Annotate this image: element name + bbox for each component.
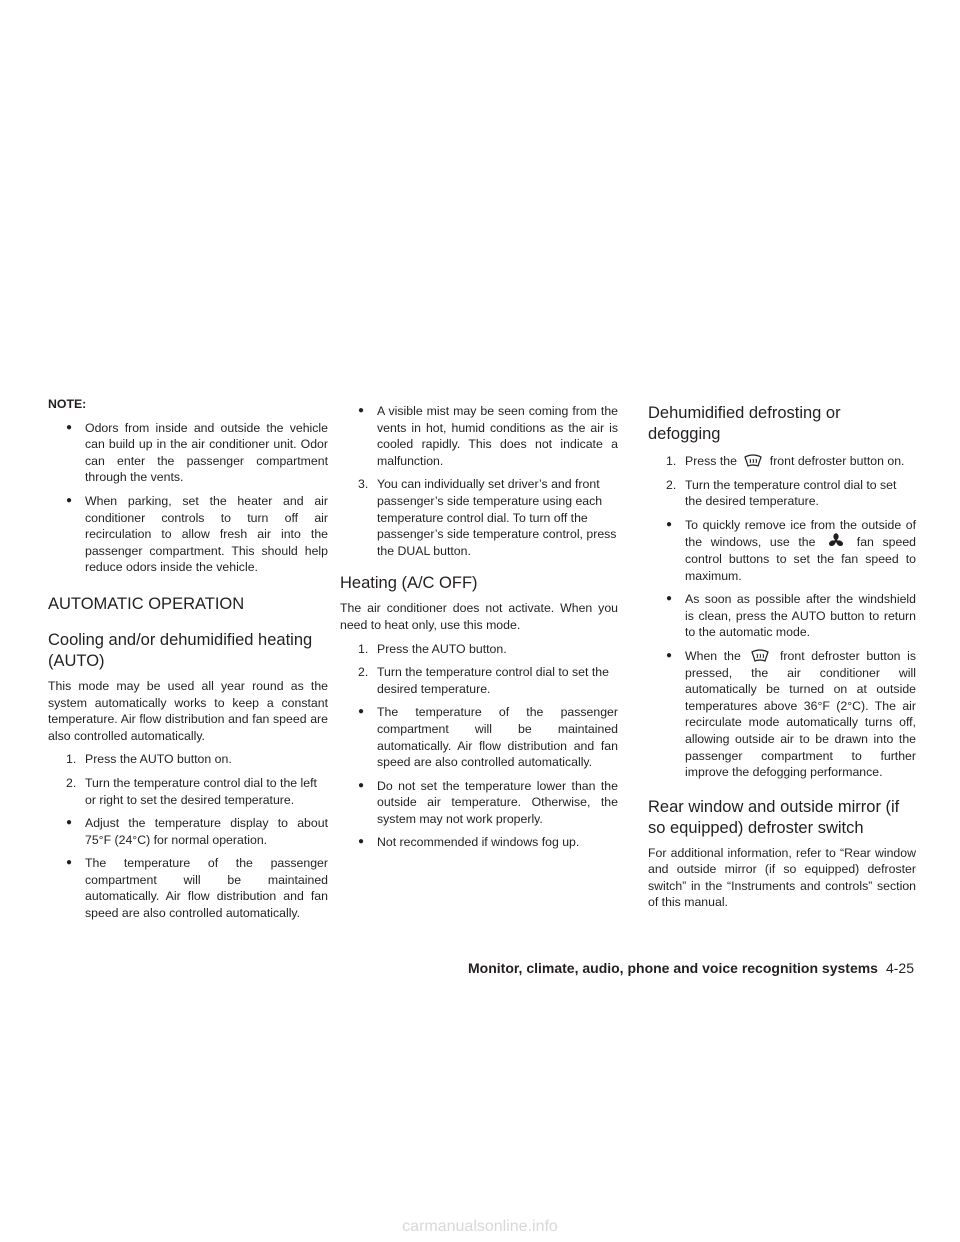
footer-section-title: Monitor, climate, audio, phone and voice recognition systems — [468, 960, 878, 976]
column-2 — [340, 403, 618, 851]
section-heading: AUTOMATIC OPERATION — [48, 594, 245, 613]
step-text: Turn the temperature control dial to set the desired temperature. — [685, 477, 897, 509]
step-number: 3. — [358, 477, 369, 492]
defrost-bullet-1 — [648, 517, 916, 584]
heating-step-1 — [340, 641, 618, 658]
note-bullet-1: ● Odors from inside and outside the vehicle can build up in the air conditioner unit. Odor can enter the passenger compartment through the vents. — [48, 420, 328, 486]
step-number: 2. — [666, 477, 677, 492]
step-text: Press the AUTO button on. — [85, 752, 232, 767]
heading-defrost: Dehumidified defrosting or defogging — [648, 404, 841, 443]
column-1 — [48, 396, 328, 922]
defrost-step-1 — [648, 453, 916, 470]
step-number: 1. — [358, 641, 369, 656]
watermark: carmanualsonline.info — [402, 1218, 558, 1235]
sub-heading-auto: Cooling and/or dehumidified heating (AUTO) — [48, 630, 313, 670]
front-defroster-icon — [751, 649, 769, 663]
step-text: Turn the temperature control dial to the left or right to set the desired temperature. — [85, 775, 317, 807]
bullet-text-post: fan speed control buttons to set the fan speed to maximum. — [685, 535, 917, 583]
rear-defroster-para: For additional information, refer to “Rear window and outside mirror (if so equipped) defroster switch” in the “Instruments and controls” section of this manual. — [648, 845, 916, 910]
defrost-bullet-2: ● As soon as possible after the windshield is clean, press the AUTO button to return to the automatic mode. — [648, 591, 916, 641]
step-number: 1. — [66, 752, 77, 767]
heating-bullet-1: ● The temperature of the passenger compartment will be maintained automatically. Air flow distribution and fan speed are also controlled automatically. — [340, 704, 618, 770]
fan-icon — [828, 533, 844, 549]
step-text: Press the AUTO button. — [377, 641, 507, 656]
bullet-text-pre: When the — [685, 648, 741, 663]
step-text-post: front defroster button on. — [769, 454, 905, 468]
auto-intro: This mode may be used all year round as the system automatically works to keep a constant temperature. Air flow distribution and fan speed are also controlled automatically. — [48, 678, 328, 743]
step-number: 2. — [66, 775, 77, 790]
bullet-text-post: front defroster button is pressed, the air conditioner will automatically be turned on at outside temperatures above 36°F (2°C). The air recirculate mode automatically turns off, allowing outside air to be drawn into the passenger compartment to further improve the defogging performance. — [685, 648, 916, 780]
step-number: 2. — [358, 665, 369, 680]
step-text-pre: Press the — [685, 454, 737, 468]
note-label: NOTE: — [48, 397, 87, 411]
defrost-bullet-3 — [648, 648, 916, 781]
heading-heating: Heating (A/C OFF) — [340, 574, 478, 593]
front-defroster-icon — [744, 454, 762, 468]
page-footer — [468, 960, 914, 976]
auto-step-2 — [48, 775, 328, 808]
defrost-step-2 — [648, 477, 916, 510]
heating-step-2 — [340, 664, 618, 697]
heading-rear-defroster: Rear window and outside mirror (if so equipped) defroster switch — [648, 797, 900, 837]
auto-bullet-1: ● Adjust the temperature display to about 75°F (24°C) for normal operation. — [48, 815, 328, 848]
auto-step-3 — [340, 476, 618, 559]
step-number: 1. — [666, 454, 677, 468]
heating-bullet-3: ● Not recommended if windows fog up. — [340, 834, 618, 851]
step-text: Turn the temperature control dial to set the desired temperature. — [377, 665, 609, 696]
note-bullet-2: ● When parking, set the heater and air conditioner controls to turn off air recirculation to allow fresh air into the passenger compartment. This should help reduce odors inside the vehicle. — [48, 493, 328, 576]
step-text: You can individually set driver’s and front passenger’s side temperature using each temperature control dial. To turn off the passenger’s side temperature control, press the DUAL button. — [377, 477, 617, 558]
bullet-text-pre: To quickly remove ice from the outside of the windows, use the — [685, 517, 916, 550]
heating-bullet-2: ● Do not set the temperature lower than the outside air temperature. Otherwise, the system may not work properly. — [340, 778, 618, 828]
column-3 — [648, 403, 916, 911]
heating-intro: The air conditioner does not activate. When you need to heat only, use this mode. — [340, 601, 618, 632]
auto-step-1 — [48, 751, 328, 768]
auto-bullet-2: ● The temperature of the passenger compartment will be maintained automatically. Air flow distribution and fan speed are also controlled automatically. — [48, 855, 328, 921]
mist-bullet: ● A visible mist may be seen coming from the vents in hot, humid conditions as the air is cooled rapidly. This does not indicate a malfunction. — [340, 403, 618, 469]
page-number: 4-25 — [885, 960, 914, 976]
